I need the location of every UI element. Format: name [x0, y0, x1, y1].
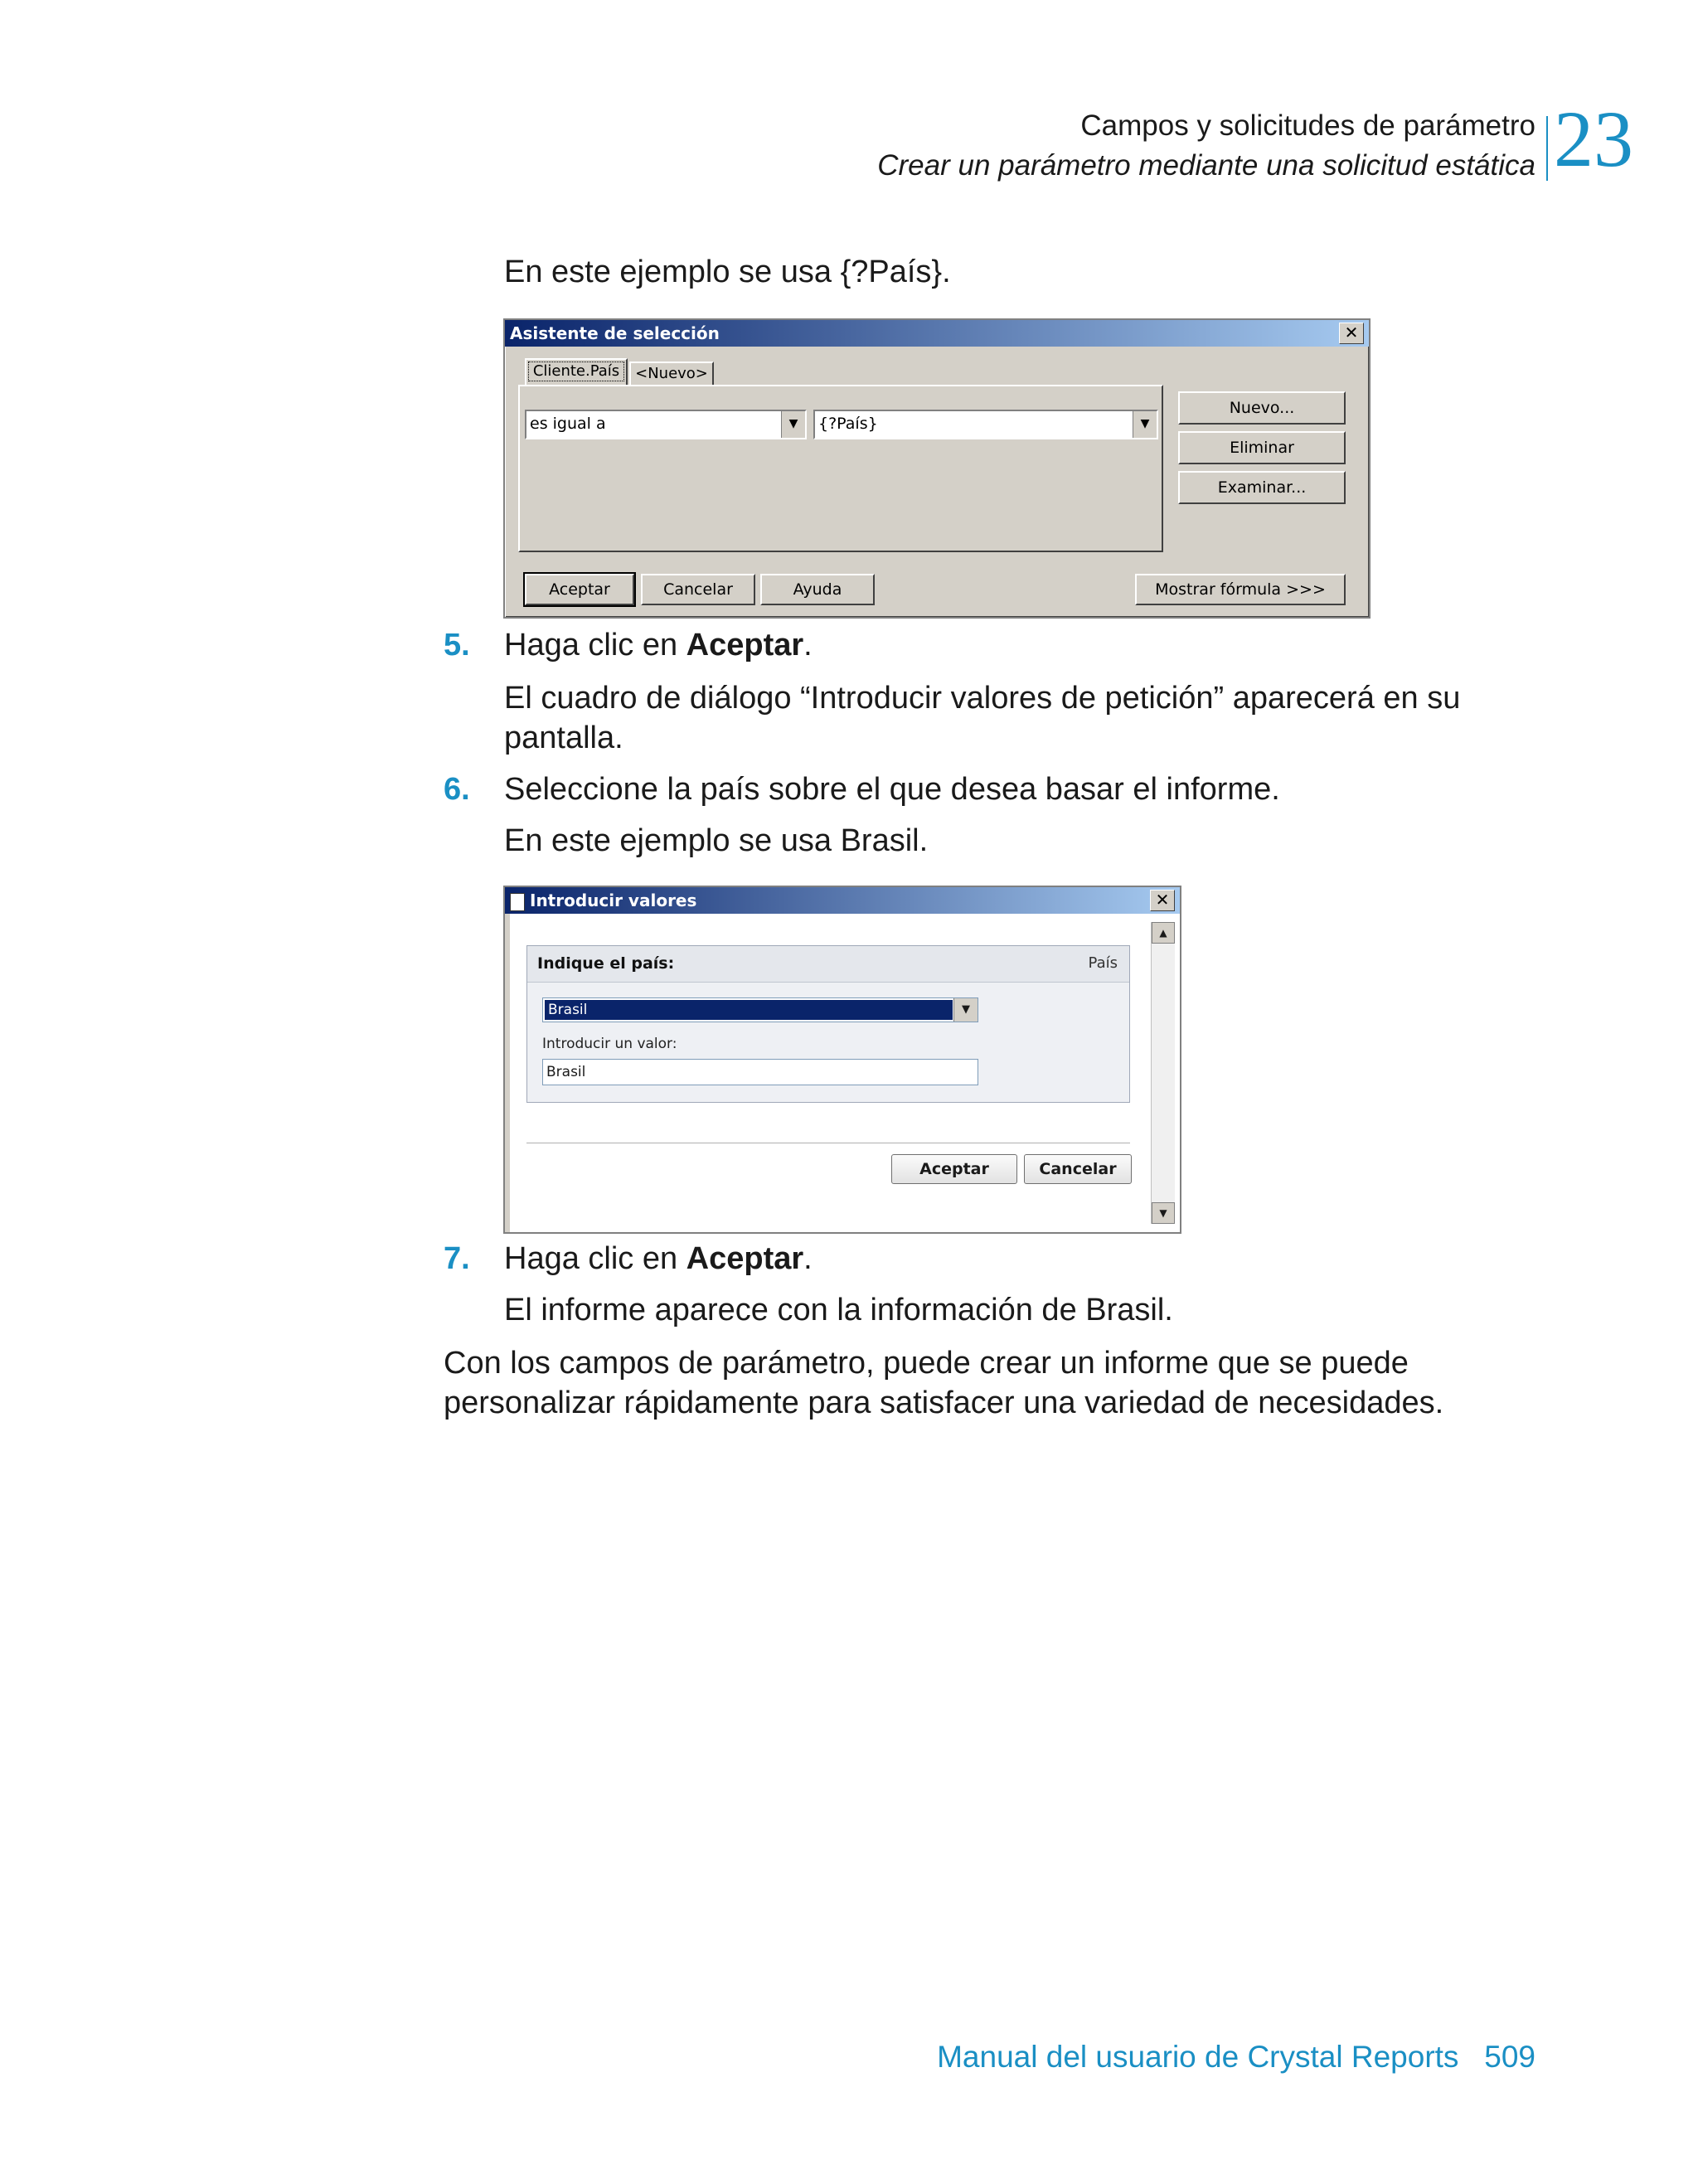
dialog-title: Asistente de selección	[510, 323, 720, 343]
intro-text: En este ejemplo se usa {?País}.	[504, 255, 951, 289]
step-bold: Aceptar	[686, 628, 804, 662]
delete-button-label: Eliminar	[1230, 439, 1294, 457]
dialog-titlebar	[505, 887, 1180, 914]
chevron-down-icon[interactable]: ▼	[781, 411, 805, 438]
ok-button[interactable]	[525, 574, 634, 605]
selected-value: Brasil	[545, 1000, 953, 1020]
ok-button[interactable]: Aceptar	[891, 1154, 1017, 1184]
step-text: Haga clic en	[504, 628, 686, 662]
cancel-button[interactable]: Cancelar	[1024, 1154, 1132, 1184]
scroll-up-icon[interactable]: ▲	[1152, 922, 1175, 944]
chapter-number: 23	[1554, 95, 1633, 183]
closing-text: Con los campos de parámetro, puede crear un informe que se puede	[444, 1346, 1409, 1381]
show-formula-label: Mostrar fórmula >>>	[1155, 580, 1326, 599]
step-6-desc: En este ejemplo se usa Brasil.	[504, 823, 929, 858]
window-frame	[505, 914, 510, 1232]
step-5-desc: El cuadro de diálogo “Introducir valores de petición” aparecerá en su	[504, 681, 1461, 716]
help-button-label: Ayuda	[793, 580, 842, 599]
step-text: .	[803, 1241, 813, 1276]
selection-expert-dialog	[503, 318, 1371, 619]
close-icon[interactable]: ✕	[1339, 323, 1364, 344]
show-formula-button[interactable]	[1135, 574, 1346, 605]
new-button-label: Nuevo...	[1229, 399, 1295, 417]
footer	[937, 2040, 1535, 2075]
tab-cliente-pais[interactable]: Cliente.País	[525, 358, 628, 385]
prompt-label: Indique el país:	[537, 954, 675, 973]
chevron-down-icon[interactable]: ▼	[953, 998, 978, 1022]
browse-button[interactable]	[1178, 471, 1346, 504]
close-icon[interactable]: ✕	[1150, 890, 1175, 911]
step-text: Haga clic en	[504, 1241, 686, 1276]
header-subtitle: Crear un parámetro mediante una solicitud estática	[877, 149, 1535, 182]
help-button[interactable]	[760, 574, 875, 605]
cancel-button[interactable]	[641, 574, 755, 605]
operator-dropdown[interactable]	[525, 410, 807, 439]
step-bold: Aceptar	[686, 1241, 804, 1276]
value-text: {?País}	[818, 415, 878, 433]
header-title: Campos y solicitudes de parámetro	[1080, 109, 1535, 142]
value-label: Introducir un valor:	[542, 1036, 677, 1052]
operator-value: es igual a	[530, 415, 606, 433]
step-5-desc: pantalla.	[504, 721, 623, 755]
step-6-text: Seleccione la país sobre el que desea basar el informe.	[504, 772, 1280, 807]
cancel-button-label: Cancelar	[663, 580, 733, 599]
ok-button-label: Aceptar	[549, 580, 610, 599]
dialog-titlebar	[505, 320, 1369, 347]
value-dropdown[interactable]	[542, 997, 978, 1022]
value-dropdown[interactable]	[813, 410, 1158, 439]
browse-button-label: Examinar...	[1217, 478, 1307, 497]
step-text: .	[803, 628, 813, 662]
step-number: 7.	[444, 1241, 470, 1276]
closing-text: personalizar rápidamente para satisfacer una variedad de necesidades.	[444, 1386, 1444, 1420]
document-icon	[510, 893, 525, 911]
prompt-header	[527, 946, 1129, 983]
step-7-desc: El informe aparece con la información de Brasil.	[504, 1293, 1173, 1327]
step-7-text	[504, 1239, 813, 1279]
step-5-text	[504, 625, 813, 665]
scrollbar[interactable]	[1151, 922, 1175, 1224]
step-number: 6.	[444, 772, 470, 807]
scroll-down-icon[interactable]: ▼	[1152, 1202, 1175, 1224]
dialog-title: Introducir valores	[530, 891, 697, 910]
footer-title: Manual del usuario de Crystal Reports	[937, 2040, 1459, 2074]
chevron-down-icon[interactable]: ▼	[1133, 411, 1157, 438]
step-number: 5.	[444, 628, 470, 662]
parameter-name: País	[1088, 954, 1118, 972]
page-number: 509	[1484, 2040, 1535, 2074]
enter-values-dialog	[503, 886, 1181, 1234]
header-divider	[1546, 116, 1548, 181]
delete-button[interactable]	[1178, 431, 1346, 464]
prompt-group	[526, 945, 1130, 1103]
new-button[interactable]	[1178, 391, 1346, 425]
value-input[interactable]: Brasil	[542, 1059, 978, 1085]
tab-nuevo[interactable]: <Nuevo>	[629, 362, 714, 385]
